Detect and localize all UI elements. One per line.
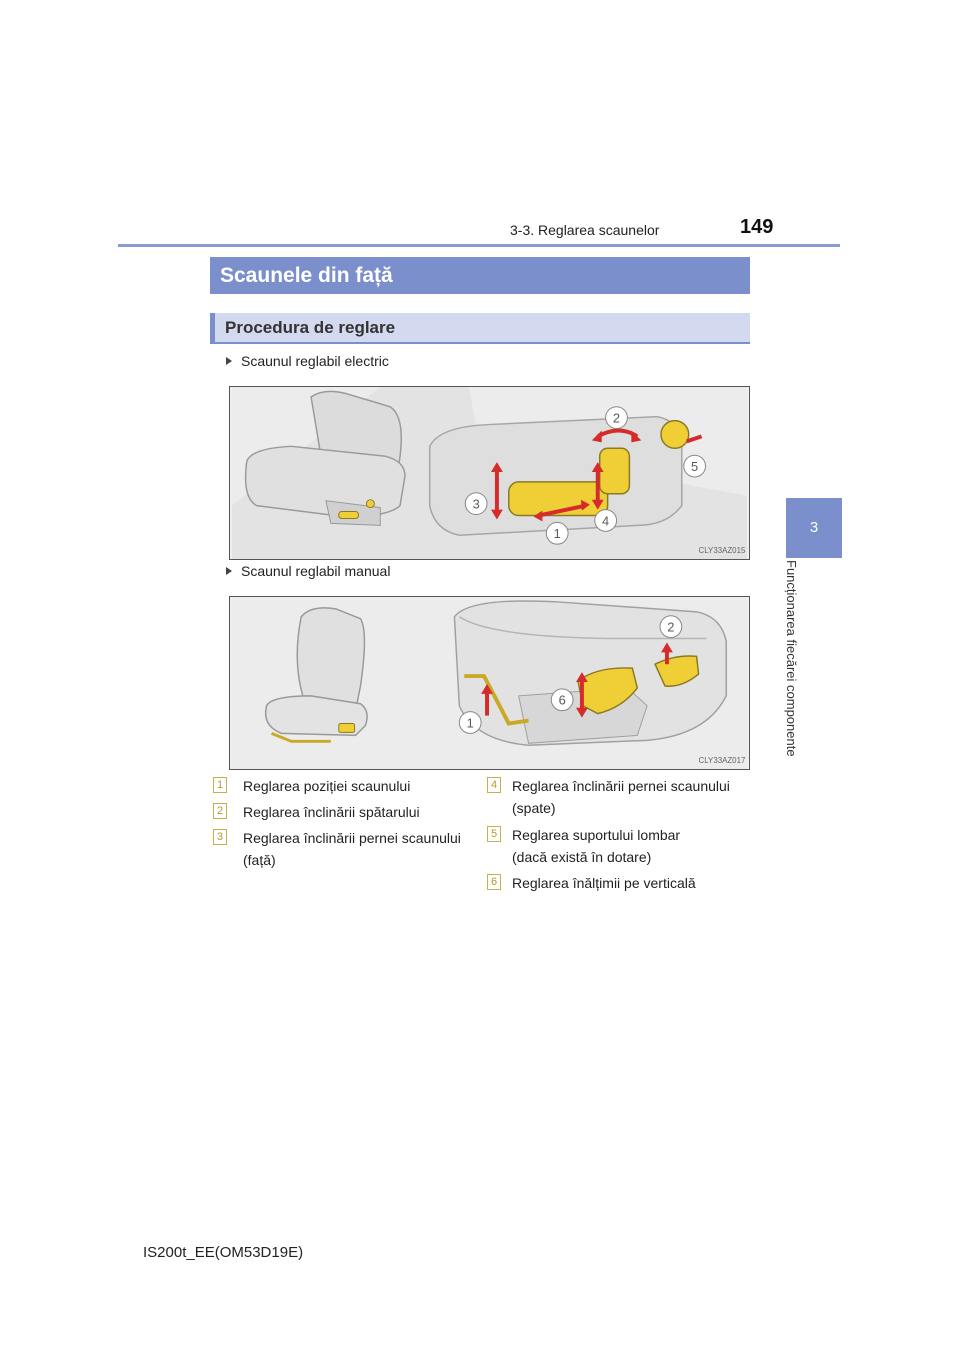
bullet-text: Scaunul reglabil electric — [241, 353, 389, 369]
bullet-electric-seat — [226, 353, 389, 369]
legend-text-4a: Reglarea înclinării pernei scaunului — [512, 778, 730, 794]
legend-num-3: 3 — [213, 829, 227, 845]
legend-num-2: 2 — [213, 803, 227, 819]
callout-2: 2 — [667, 619, 675, 635]
triangle-bullet-icon — [226, 357, 232, 365]
header-rule — [118, 244, 840, 247]
legend-text-2: Reglarea înclinării spătarului — [243, 804, 420, 820]
legend-text-4b: (spate) — [512, 800, 556, 816]
document-code: IS200t_EE(OM53D19E) — [143, 1244, 304, 1261]
chapter-label-text: Funcționarea fiecărei componente — [784, 560, 799, 757]
legend-text-6: Reglarea înălțimii pe verticală — [512, 875, 696, 891]
manual-seat-illustration — [230, 597, 749, 769]
figure-code: CLY33AZ015 — [698, 546, 746, 556]
legend-text-1: Reglarea poziției scaunului — [243, 778, 411, 794]
legend-num-4: 4 — [487, 777, 501, 793]
callout-2: 2 — [612, 410, 621, 426]
legend-text-3a: Reglarea înclinării pernei scaunului — [243, 830, 461, 846]
chapter-tab: 3 — [786, 498, 842, 558]
callout-4: 4 — [602, 513, 610, 529]
triangle-bullet-icon — [226, 567, 232, 575]
callout-6: 6 — [558, 692, 566, 708]
section-heading: Scaunele din față — [210, 257, 750, 294]
legend-num-1: 1 — [213, 777, 227, 793]
figure-electric-seat — [229, 386, 750, 560]
legend-num-6: 6 — [487, 874, 501, 890]
callout-1: 1 — [553, 526, 561, 542]
page-number: 149 — [740, 216, 774, 238]
chapter-label — [786, 560, 800, 775]
figure-code: CLY33AZ017 — [698, 756, 746, 766]
legend-text-5b: (dacă există în dotare) — [512, 849, 652, 865]
legend-text-3b: (față) — [243, 852, 276, 868]
callout-1: 1 — [466, 715, 474, 731]
legend-text-5a: Reglarea suportului lombar — [512, 827, 681, 843]
section-title: 3-3. Reglarea scaunelor — [510, 222, 660, 238]
subsection-heading: Procedura de reglare — [210, 313, 750, 344]
callout-3: 3 — [472, 496, 480, 512]
callout-5: 5 — [691, 459, 699, 475]
electric-seat-illustration — [230, 387, 749, 559]
bullet-manual-seat — [226, 563, 390, 579]
legend-num-5: 5 — [487, 826, 501, 842]
figure-manual-seat — [229, 596, 750, 770]
bullet-text: Scaunul reglabil manual — [241, 563, 391, 579]
